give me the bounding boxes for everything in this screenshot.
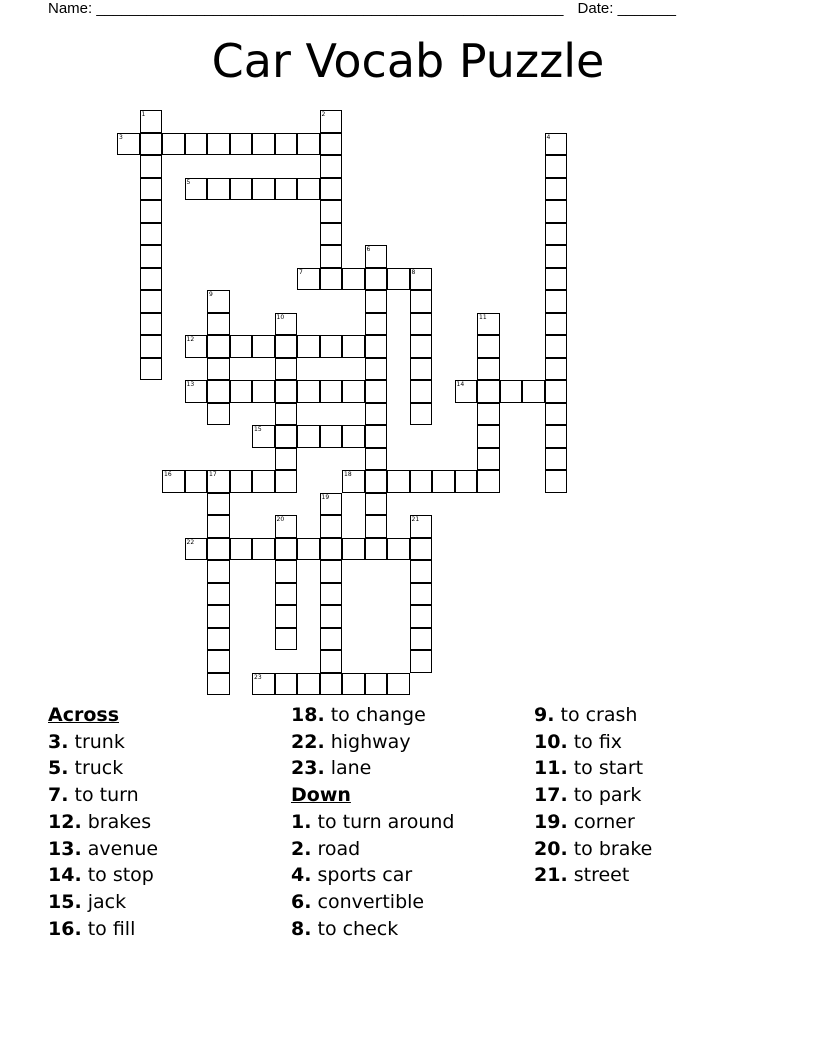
cell-number: 13 [186, 381, 195, 388]
grid-cell[interactable] [297, 133, 320, 156]
grid-cell[interactable] [320, 425, 343, 448]
clue-across-13: 13. avenue [48, 837, 159, 860]
grid-cell[interactable] [185, 335, 208, 358]
grid-cell[interactable] [185, 133, 208, 156]
grid-cell[interactable] [320, 268, 343, 291]
clue-across-22: 22. highway [291, 730, 411, 753]
grid-cell[interactable] [477, 448, 500, 471]
grid-cell[interactable] [342, 673, 365, 696]
cell-number: 11 [479, 313, 487, 321]
grid-cell[interactable] [297, 335, 320, 358]
grid-cell[interactable] [410, 560, 433, 583]
grid-cell[interactable] [545, 313, 568, 336]
grid-cell[interactable] [275, 425, 298, 448]
grid-cell[interactable] [140, 290, 163, 313]
grid-cell[interactable] [410, 650, 433, 673]
grid-cell[interactable] [545, 200, 568, 223]
grid-cell[interactable] [410, 605, 433, 628]
grid-cell[interactable] [275, 560, 298, 583]
clue-across-23: 23. lane [291, 757, 372, 780]
clue-down-4: 4. sports car [291, 864, 413, 887]
grid-cell[interactable] [320, 380, 343, 403]
grid-cell[interactable] [207, 560, 230, 583]
grid-cell[interactable] [365, 245, 388, 268]
grid-cell[interactable] [275, 628, 298, 651]
clue-across-5: 5. truck [48, 757, 124, 780]
clue-across-12: 12. brakes [48, 810, 152, 833]
grid-cell[interactable] [230, 538, 253, 561]
cell-number: 10 [276, 313, 285, 321]
grid-cell[interactable] [365, 538, 388, 561]
clue-down-9: 9. to crash [534, 704, 638, 726]
grid-cell[interactable] [410, 403, 433, 426]
grid-cell[interactable] [117, 133, 140, 156]
grid-cell[interactable] [455, 380, 478, 403]
clue-across-15: 15. jack [48, 890, 127, 913]
clue-down-8: 8. to check [291, 917, 399, 940]
clue-down-17: 17. to park [534, 784, 642, 807]
grid-cell[interactable] [320, 133, 343, 156]
clue-across-3: 3. trunk [48, 730, 125, 753]
grid-cell[interactable] [207, 133, 230, 156]
grid-cell[interactable] [365, 493, 388, 516]
grid-cell[interactable] [342, 335, 365, 358]
grid-cell[interactable] [207, 335, 230, 358]
clue-across-16: 16. to fill [48, 917, 136, 940]
grid-cell[interactable] [140, 178, 163, 201]
grid-cell[interactable] [320, 628, 343, 651]
grid-cell[interactable] [410, 470, 433, 493]
grid-cell[interactable] [545, 245, 568, 268]
grid-cell[interactable] [410, 515, 433, 538]
grid-cell[interactable] [207, 538, 230, 561]
grid-cell[interactable] [410, 268, 433, 291]
grid-cell[interactable] [342, 425, 365, 448]
grid-cell[interactable] [275, 470, 298, 493]
grid-cell[interactable] [162, 133, 185, 156]
grid-cell[interactable] [207, 290, 230, 313]
grid-cell[interactable] [500, 380, 523, 403]
cell-number: 12 [186, 336, 195, 343]
cell-number: 5 [186, 178, 191, 186]
grid-cell[interactable] [365, 515, 388, 538]
grid-cell[interactable] [342, 380, 365, 403]
grid-cell[interactable] [140, 200, 163, 223]
grid-cell[interactable] [545, 470, 568, 493]
grid-cell[interactable] [545, 335, 568, 358]
cell-number: 2 [321, 111, 326, 118]
grid-cell[interactable] [410, 538, 433, 561]
down-heading: Down [291, 784, 351, 807]
clue-down-20: 20. to brake [534, 837, 653, 860]
clues-column-2 [291, 702, 454, 942]
grid-cell[interactable] [320, 335, 343, 358]
grid-cell[interactable] [320, 200, 343, 223]
grid-cell[interactable] [207, 493, 230, 516]
grid-cell[interactable] [207, 403, 230, 426]
grid-cell[interactable] [140, 313, 163, 336]
grid-cell[interactable] [207, 515, 230, 538]
cell-number: 20 [276, 516, 285, 523]
grid-cell[interactable] [297, 380, 320, 403]
cell-number: 4 [546, 133, 551, 141]
grid-cell[interactable] [297, 178, 320, 201]
grid-cell[interactable] [185, 380, 208, 403]
grid-cell[interactable] [342, 538, 365, 561]
grid-cell[interactable] [140, 245, 163, 268]
grid-cell[interactable] [320, 245, 343, 268]
grid-cell[interactable] [545, 133, 568, 156]
clue-down-21: 21. street [534, 864, 630, 887]
grid-cell[interactable] [477, 425, 500, 448]
cell-number: 21 [411, 516, 420, 523]
clue-down-11: 11. to start [534, 757, 644, 780]
grid-cell[interactable] [185, 538, 208, 561]
cell-number: 23 [254, 673, 262, 681]
grid-cell[interactable] [342, 470, 365, 493]
grid-cell[interactable] [455, 470, 478, 493]
grid-cell[interactable] [275, 403, 298, 426]
grid-cell[interactable] [477, 380, 500, 403]
cell-number: 15 [254, 426, 262, 433]
grid-cell[interactable] [275, 380, 298, 403]
grid-cell[interactable] [275, 448, 298, 471]
grid-cell[interactable] [207, 380, 230, 403]
grid-cell[interactable] [545, 358, 568, 381]
grid-cell[interactable] [320, 538, 343, 561]
grid-cell[interactable] [365, 403, 388, 426]
grid-cell[interactable] [365, 673, 388, 696]
grid-cell[interactable] [545, 403, 568, 426]
cell-number: 7 [299, 268, 303, 276]
grid-cell[interactable] [140, 155, 163, 178]
grid-cell[interactable] [320, 650, 343, 673]
grid-cell[interactable] [275, 583, 298, 606]
grid-cell[interactable] [230, 178, 253, 201]
grid-cell[interactable] [140, 335, 163, 358]
grid-cell[interactable] [320, 155, 343, 178]
grid-cell[interactable] [275, 538, 298, 561]
clue-across-18: 18. to change [291, 704, 426, 726]
grid-cell[interactable] [252, 470, 275, 493]
grid-cell[interactable] [275, 178, 298, 201]
grid-cell[interactable] [320, 515, 343, 538]
grid-cell[interactable] [545, 425, 568, 448]
grid-cell[interactable] [275, 673, 298, 696]
across-heading: Across [48, 704, 120, 726]
name-blank[interactable]: ________________________________________________________ [96, 0, 564, 17]
page-title: Car Vocab Puzzle [211, 34, 605, 88]
grid-cell[interactable] [275, 313, 298, 336]
grid-cell[interactable] [320, 673, 343, 696]
grid-cell[interactable] [207, 470, 230, 493]
grid-cell[interactable] [432, 470, 455, 493]
cell-number: 16 [164, 471, 172, 478]
grid-cell[interactable] [365, 358, 388, 381]
clue-across-14: 14. to stop [48, 864, 154, 887]
date-label: Date: [577, 0, 618, 17]
grid-cell[interactable] [162, 470, 185, 493]
cell-number: 8 [411, 268, 416, 276]
grid-cell[interactable] [387, 673, 410, 696]
grid-cell[interactable] [410, 290, 433, 313]
cell-number: 19 [321, 493, 330, 501]
grid-cell[interactable] [365, 380, 388, 403]
clue-down-6: 6. convertible [291, 890, 425, 913]
grid-cell[interactable] [365, 425, 388, 448]
grid-cell[interactable] [320, 178, 343, 201]
clue-across-7: 7. to turn [48, 784, 139, 807]
grid-cell[interactable] [275, 133, 298, 156]
grid-cell[interactable] [545, 155, 568, 178]
grid-cell[interactable] [477, 335, 500, 358]
grid-cell[interactable] [207, 605, 230, 628]
grid-cell[interactable] [545, 380, 568, 403]
grid-cell[interactable] [522, 380, 545, 403]
clue-down-19: 19. corner [534, 810, 635, 833]
clue-down-2: 2. road [291, 837, 361, 860]
grid-cell[interactable] [185, 178, 208, 201]
grid-cell[interactable] [207, 650, 230, 673]
date-blank[interactable]: _______ [617, 0, 676, 17]
grid-cell[interactable] [320, 583, 343, 606]
grid-cell[interactable] [365, 470, 388, 493]
grid-cell[interactable] [410, 313, 433, 336]
grid-cell[interactable] [410, 583, 433, 606]
grid-cell[interactable] [387, 538, 410, 561]
grid-cell[interactable] [365, 335, 388, 358]
grid-cell[interactable] [252, 673, 275, 696]
grid-cell[interactable] [320, 223, 343, 246]
grid-cell[interactable] [207, 583, 230, 606]
grid-cell[interactable] [545, 223, 568, 246]
cell-number: 17 [209, 471, 217, 478]
grid-cell[interactable] [297, 425, 320, 448]
grid-cell[interactable] [275, 335, 298, 358]
grid-cell[interactable] [207, 178, 230, 201]
grid-cell[interactable] [320, 493, 343, 516]
grid-cell[interactable] [140, 133, 163, 156]
grid-cell[interactable] [545, 290, 568, 313]
clue-down-10: 10. to fix [534, 730, 623, 753]
grid-cell[interactable] [140, 358, 163, 381]
cell-number: 1 [141, 111, 146, 118]
grid-cell[interactable] [252, 380, 275, 403]
grid-cell[interactable] [297, 268, 320, 291]
grid-cell[interactable] [365, 313, 388, 336]
grid-cell[interactable] [410, 335, 433, 358]
grid-cell[interactable] [252, 335, 275, 358]
cell-number: 14 [456, 381, 465, 388]
grid-cell[interactable] [207, 358, 230, 381]
grid-cell[interactable] [477, 313, 500, 336]
grid-cell[interactable] [387, 268, 410, 291]
grid-cell[interactable] [275, 358, 298, 381]
grid-cell[interactable] [252, 133, 275, 156]
grid-cell[interactable] [320, 560, 343, 583]
grid-cell[interactable] [185, 470, 208, 493]
grid-cell[interactable] [410, 380, 433, 403]
grid-cell[interactable] [252, 178, 275, 201]
grid-cell[interactable] [230, 470, 253, 493]
grid-cell[interactable] [545, 178, 568, 201]
grid-cell[interactable] [140, 223, 163, 246]
cell-number: 22 [186, 538, 195, 546]
grid-cell[interactable] [410, 628, 433, 651]
grid-cell[interactable] [545, 448, 568, 471]
grid-cell[interactable] [275, 605, 298, 628]
name-label: Name: [48, 0, 97, 17]
cell-number: 3 [119, 133, 123, 141]
grid-cell[interactable] [342, 268, 365, 291]
grid-cell[interactable] [252, 538, 275, 561]
grid-cell[interactable] [477, 403, 500, 426]
grid-cell[interactable] [410, 358, 433, 381]
clues-column-1 [48, 702, 158, 942]
grid-cell[interactable] [477, 470, 500, 493]
grid-cell[interactable] [320, 110, 343, 133]
grid-cell[interactable] [297, 538, 320, 561]
clue-down-1: 1. to turn around [291, 810, 455, 833]
cell-number: 9 [209, 291, 213, 298]
clues-column-3 [534, 702, 652, 889]
grid-cell[interactable] [365, 268, 388, 291]
grid-cell[interactable] [252, 425, 275, 448]
grid-cell[interactable] [140, 268, 163, 291]
grid-cell[interactable] [297, 673, 320, 696]
grid-cell[interactable] [140, 110, 163, 133]
grid-cell[interactable] [275, 515, 298, 538]
grid-cell[interactable] [230, 335, 253, 358]
grid-cell[interactable] [477, 358, 500, 381]
grid-cell[interactable] [320, 605, 343, 628]
grid-cell[interactable] [207, 313, 230, 336]
cell-number: 6 [366, 246, 371, 253]
grid-cell[interactable] [545, 268, 568, 291]
grid-cell[interactable] [230, 133, 253, 156]
grid-cell[interactable] [207, 628, 230, 651]
grid-cell[interactable] [365, 448, 388, 471]
grid-cell[interactable] [230, 380, 253, 403]
grid-cell[interactable] [387, 470, 410, 493]
cell-number: 18 [344, 471, 352, 478]
grid-cell[interactable] [207, 673, 230, 696]
grid-cell[interactable] [365, 290, 388, 313]
